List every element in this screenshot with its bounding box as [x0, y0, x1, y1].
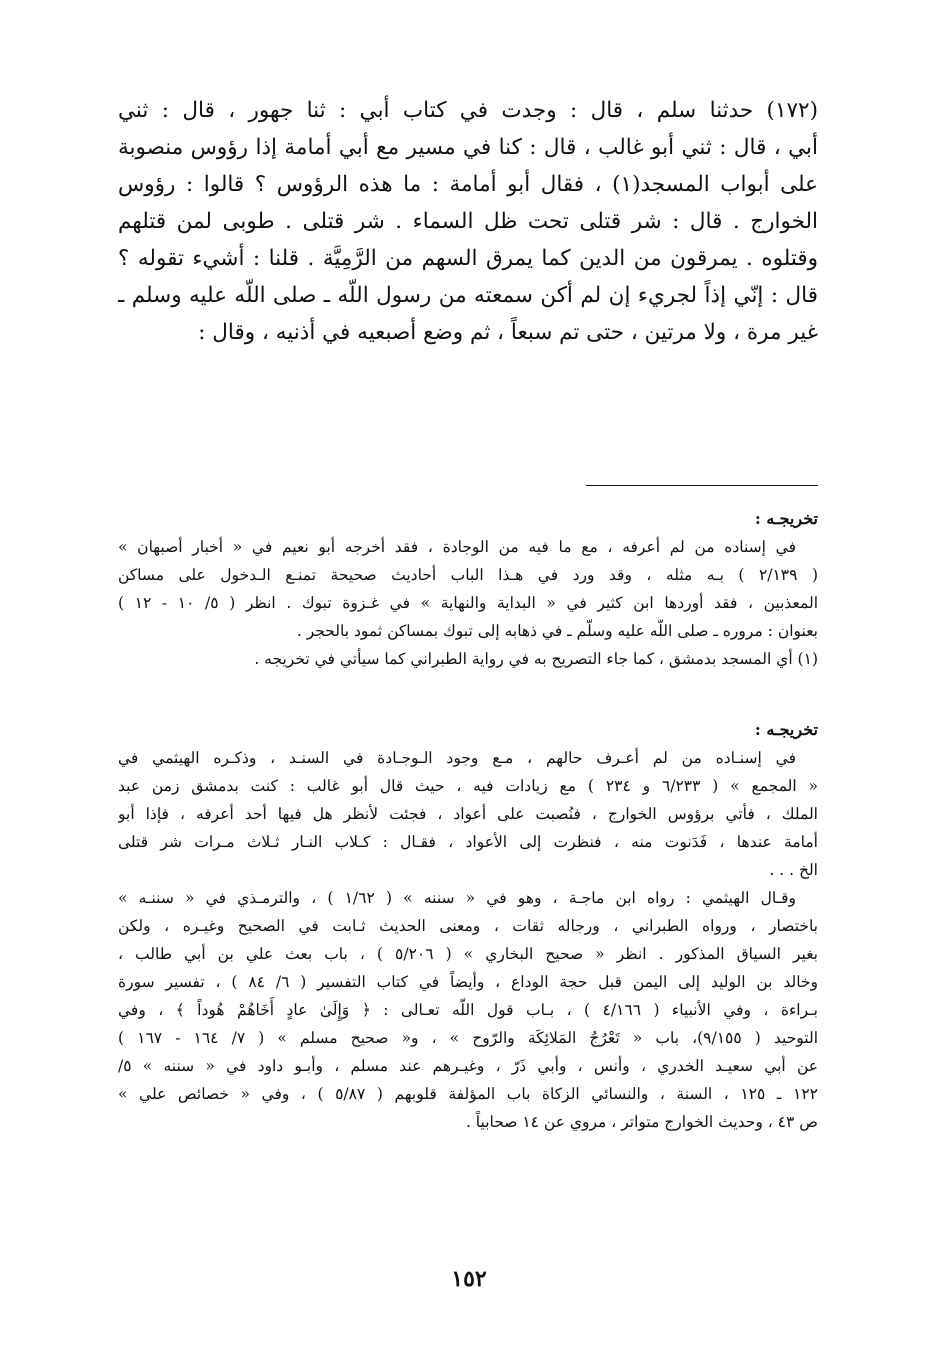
- footnote-separator-rule: [586, 485, 818, 486]
- footnote-line: وقـال الهيثمي : رواه ابن ماجـة ، وهو في « سننه » ( ١/٦٢ ) ، والترمـذي في « سننـه »: [118, 889, 796, 907]
- main-text-line: (١٧٢) حدثنا سلم ، قال : وجدت في كتاب أبي : ثنا جهور ، قال : ثني: [118, 98, 818, 123]
- main-text-line: غير مرة ، ولا مرتين ، حتى تم سبعاً ، ثم وضع أصبعيه في أذنيه ، وقال :: [198, 320, 818, 345]
- takhrij-heading: تخريجـه :: [754, 509, 818, 528]
- footnote-line: بـراءة ، وفي الأنبياء ( ٤/١٦٦ ) ، بـاب قول اللّه تعـالى : ﴿ وَإِلَىٰ عادٍ أَخَاهُمْ هُوداً ﴾ ، وفي: [118, 1001, 818, 1019]
- footnote-line: ( ٢/١٣٩ ) بـه مثله ، وقد ورد في هـذا الباب أحاديث صحيحة تمنـع الـدخول على مساكن: [118, 566, 818, 584]
- takhrij-footnote-top: [118, 505, 818, 673]
- footnote-line: في إسناده من لم أعرفه ، مع ما فيه من الوجادة ، فقد أخرجه أبو نعيم في « أخبار أصبهان »: [118, 538, 796, 556]
- footnote-line: عن أبي سعيـد الخدري ، وأنس ، وأبي ذَرّ ، وغيـرهم عند مسلم ، وأبـو داود في « سننه » ٥/: [118, 1057, 818, 1075]
- footnote-line: أمامة عندها ، فَدَنوت منه ، فنظرت إلى الأعواد ، فقـال : كـلاب النـار ثـلاث مـرات شر قتلى: [118, 833, 818, 851]
- footnote-line: في إسنـاده من لم أعـرف حالهم ، مـع وجود الـوجـادة في السنـد ، وذكـره الهيثمي في: [118, 749, 796, 767]
- footnote-line: الملك ، فأتي برؤوس الخوارج ، فنُصبت على أعواد ، فجئت لأنظر هل فيها أحد أعرفه ، فإذا أبو: [118, 805, 818, 823]
- takhrij-heading: تخريجـه :: [754, 720, 818, 739]
- main-text-line: أبي ، قال : ثني أبو غالب ، قال : كنا في مسير مع أبي أمامة إذا رؤوس منصوبة: [118, 135, 818, 160]
- takhrij-footnote-bottom: [118, 716, 818, 1136]
- footnote-line: ص ٤٣ ، وحديث الخوارج متواتر ، مروي عن ١٤ صحابياً .: [465, 1113, 818, 1131]
- footnote-line: باختصار ، ورواه الطبراني ، ورجاله ثقات ، ومعنى الحديث ثـابت في الصحيح وغيـره ، ولكن: [118, 917, 818, 935]
- footnote-note-1: (١) أي المسجد بدمشق ، كما جاء التصريح به في رواية الطبراني كما سيأتي في تخريجه .: [254, 650, 818, 668]
- footnote-line: التوحيد ( ٩/١٥٥)، باب « تَعْرُجُ المَلائِكَة والرّوح » ، و« صحيح مسلم » ( ٧/ ١٦٤ - ١٦٧ ): [118, 1029, 818, 1047]
- footnote-line: « المجمع » ( ٦/٢٣٣ و ٢٣٤ ) مع زيادات فيه ، حيث قال أبو غالب : كنت بدمشق زمن عبد: [118, 777, 818, 795]
- main-text-line: قال : إنّي إذاً لجريء إن لم أكن سمعته من رسول اللّه ـ صلى اللّه عليه وسلم ـ: [118, 283, 818, 308]
- main-text-line: الخوارج . قال : شر قتلى تحت ظل السماء . شر قتلى . طوبى لمن قتلهم: [118, 209, 818, 234]
- main-text-line: وقتلوه . يمرقون من الدين كما يمرق السهم من الرَّمِيَّة . قلنا : أشيء تقوله ؟: [118, 246, 818, 271]
- page-number: ١٥٢: [451, 1266, 487, 1292]
- footnote-line: الخ . . .: [769, 861, 818, 879]
- footnote-line: بعنوان : مروره ـ صلى اللّه عليه وسلّم ـ في ذهابه إلى تبوك بمساكن ثمود بالحجر .: [296, 622, 818, 640]
- main-hadith-text: [118, 92, 818, 351]
- footnote-line: المعذبين ، فقد أوردها ابن كثير في « البداية والنهاية » في غـزوة تبوك . انظر ( ٥/ ١٠ - ١٢ ): [118, 594, 818, 612]
- footnote-line: وخالد بن الوليد إلى اليمن قبل حجة الوداع ، وأيضاً في كتاب التفسير ( ٦/ ٨٤ ) ، تفسير سورة: [118, 973, 818, 991]
- main-text-line: على أبواب المسجد(١) ، فقال أبو أمامة : ما هذه الرؤوس ؟ قالوا : رؤوس: [118, 172, 818, 197]
- footnote-line: بغير السياق المذكور . انظر « صحيح البخاري » ( ٥/٢٠٦ ) ، باب بعث علي بن أبي طالب ،: [118, 945, 818, 963]
- footnote-line: ١٢٢ ـ ١٢٥ ، السنة ، والنسائي الزكاة باب المؤلفة قلوبهم ( ٥/٨٧ ) ، وفي « خصائص علي »: [118, 1085, 818, 1103]
